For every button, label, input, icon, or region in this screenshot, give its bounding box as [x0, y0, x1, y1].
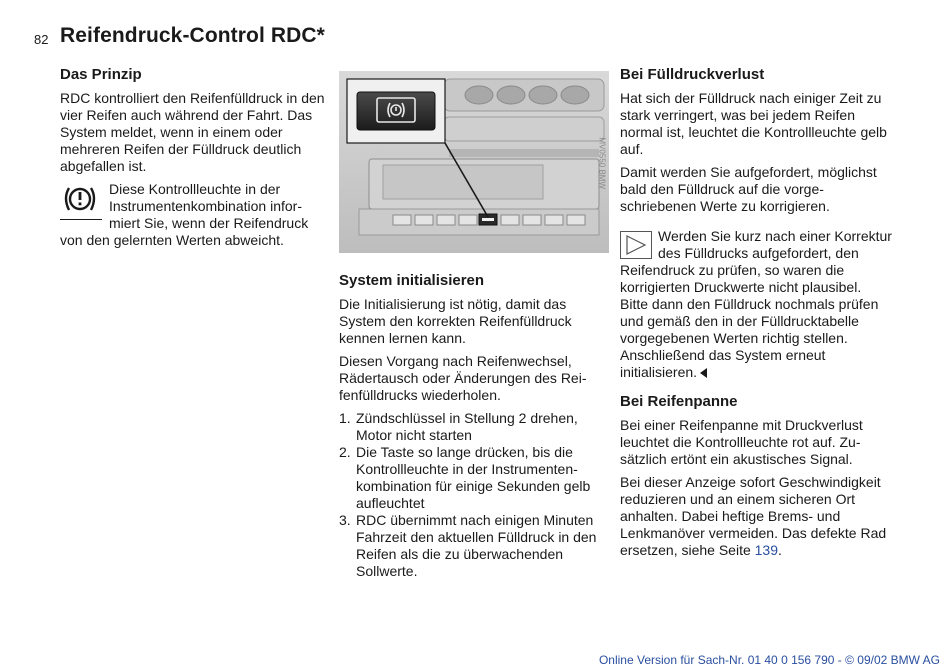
initialisieren-paragraph-1: Die Initialisierung ist nötig, damit das System den korrekten Reifenfülldruck kennen lernen kann. [339, 296, 572, 346]
step-item [339, 512, 611, 580]
step-text: Die Taste so lange drücken, bis die Kontrollleuchte in der Instrumentenkombination für einige Sekunden gelb aufleuchtet [356, 444, 591, 511]
heading-system-initialisieren: System initialisieren [339, 272, 485, 289]
page-link-139[interactable]: 139 [754, 542, 778, 558]
fuelldruck-paragraph-2: Damit werden Sie aufgefordert, möglichst bald den Fülldruck auf die vorgeschriebenen Werte zu korrigieren. [620, 164, 877, 214]
step-text: RDC übernimmt nach einigen Minuten Fahrzeit den aktuellen Fülldruck in den Reifen als die zu überwachenden Sollwerte. [356, 512, 597, 579]
reifenpanne-paragraph-2 [620, 474, 892, 559]
end-marker-icon [700, 368, 707, 378]
prinzip-paragraph: RDC kontrolliert den Reifenfülldruck in den vier Reifen auch während der Fahrt. Das System meldet, wenn in einem oder mehreren Reifen der Fülldruck deutlich abgefallen ist. [60, 90, 325, 174]
page-number: 82 [34, 32, 49, 47]
rdc-button-figure [339, 71, 609, 253]
warning-lamp-text: Diese Kontrollleuchte in der Instrumentenkombination informiert Sie, wenn der Reifendruck von den gelernten Werten abweicht. [60, 181, 309, 248]
page-title: Reifendruck-Control RDC* [60, 24, 325, 47]
note-block [620, 228, 892, 381]
initialisieren-steps [339, 410, 611, 580]
step-number: 1. [339, 410, 351, 426]
tire-pressure-warning-icon [60, 183, 102, 220]
column-prinzip [60, 66, 326, 249]
note-text: Werden Sie kurz nach einer Korrektur des Fülldrucks aufgefordert, den Reifendruck zu prüfen, so waren die korrigierten Druckwerte nicht plausibel. Bitte dann den Fülldruck nochmals prüfen und gemäß den in der Fülldrucktabelle vorgegebenen Werten richtig stellen. Anschließend das System erneut initialisieren. [620, 228, 892, 380]
initialisieren-paragraph-2: Diesen Vorgang nach Reifenwechsel, Rädertausch oder Änderungen des Reifenfülldrucks wiederholen. [339, 353, 587, 403]
heading-bei-reifenpanne: Bei Reifenpanne [620, 393, 738, 410]
reifenpanne-paragraph-1: Bei einer Reifenpanne mit Druckverlust leuchtet die Kontrollleuchte rot auf. Zusätzlich ertönt ein akustisches Signal. [620, 417, 863, 467]
note-triangle-icon [620, 231, 652, 259]
reifenpanne-suffix: . [778, 542, 782, 558]
step-item [339, 444, 611, 512]
warning-lamp-note [60, 181, 326, 249]
heading-bei-fuelldruckverlust: Bei Fülldruckverlust [620, 66, 765, 83]
step-number: 2. [339, 444, 351, 460]
figure-code: MV0550 BMW [598, 137, 607, 189]
reifenpanne-text: Bei dieser Anzeige sofort Geschwindigkeit reduzieren und an einem sicheren Ort anhalten. Dabei heftige Brems- und Lenkmanöver vermeiden. Das defekte Rad ersetzen, siehe Seite [620, 474, 887, 558]
column-fuelldruckverlust [620, 66, 892, 565]
heading-das-prinzip: Das Prinzip [60, 66, 142, 83]
step-number: 3. [339, 512, 351, 528]
column-initialisieren [339, 272, 611, 586]
fuelldruck-paragraph-1: Hat sich der Fülldruck nach einiger Zeit zu stark verringert, was bei jedem Reifen normal ist, leuchtet die Kontrollleuchte gelb auf. [620, 90, 887, 157]
step-item [339, 410, 611, 444]
footer-copyright: Online Version für Sach-Nr. 01 40 0 156 790 - © 09/02 BMW AG [598, 653, 940, 667]
step-text: Zündschlüssel in Stellung 2 drehen, Motor nicht starten [356, 410, 578, 443]
